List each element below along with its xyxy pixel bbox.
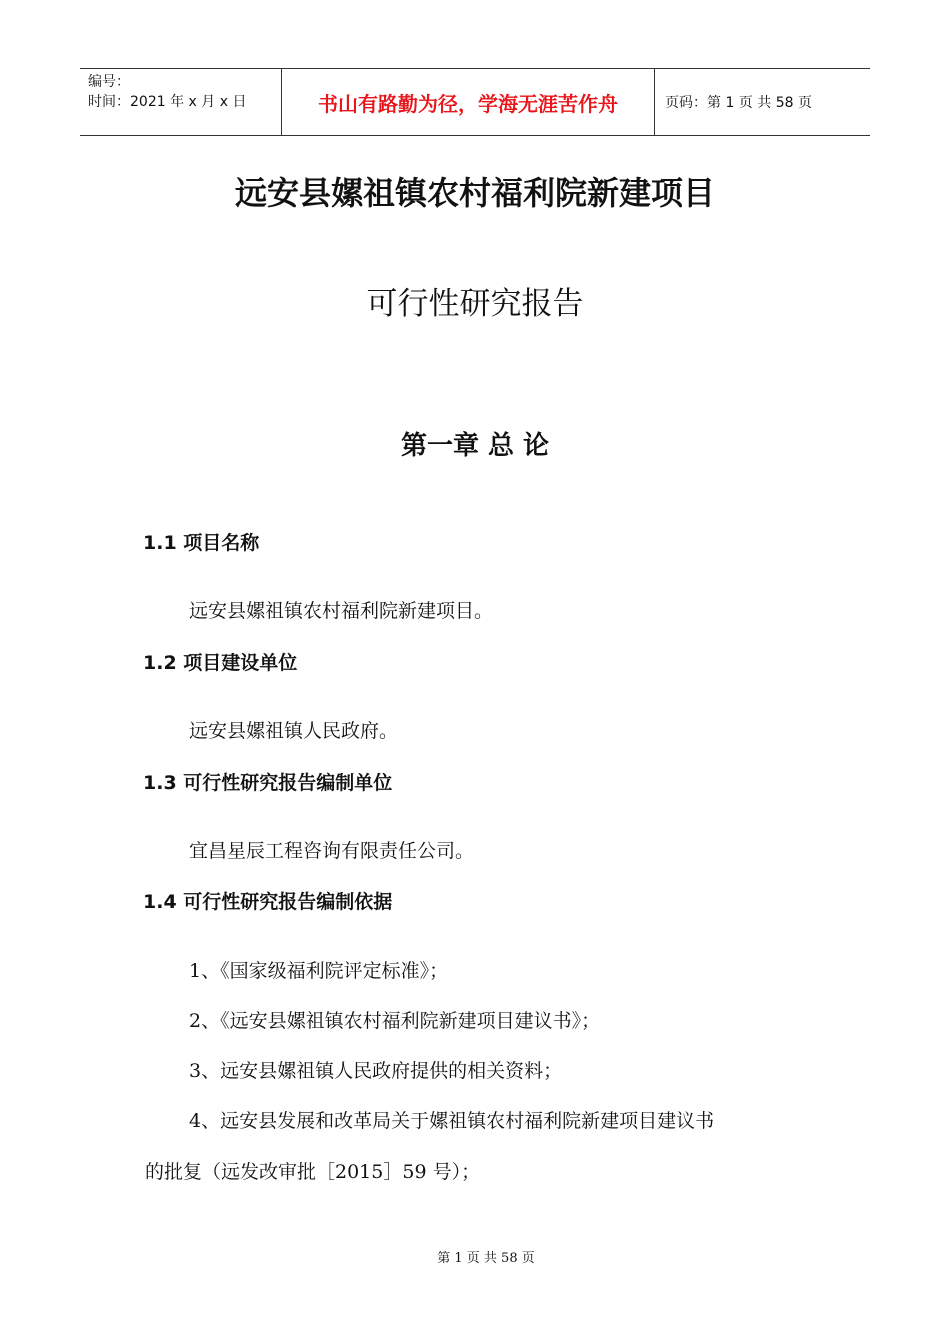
document-date: 时间：2021 年 x 月 x 日 bbox=[88, 94, 247, 110]
document-title: 远安县嫘祖镇农村福利院新建项目 bbox=[234, 174, 715, 212]
section-heading-1-1: 1.1 项目名称 bbox=[143, 532, 260, 554]
section-heading-1-4: 1.4 可行性研究报告编制依据 bbox=[143, 891, 393, 913]
header-motto: 书山有路勤为径，学海无涯苦作舟 bbox=[281, 69, 655, 135]
section-body-1-2: 远安县嫘祖镇人民政府。 bbox=[189, 720, 399, 742]
section-body-1-3: 宜昌星辰工程咨询有限责任公司。 bbox=[189, 840, 475, 862]
page-footer: 第 1 页 共 58 页 bbox=[437, 1251, 535, 1266]
document-header bbox=[80, 68, 870, 136]
document-subtitle: 可行性研究报告 bbox=[366, 286, 584, 322]
basis-item-4-continued: 的批复（远发改审批［2015］59 号）； bbox=[145, 1161, 481, 1183]
header-page-info: 页码：第 1 页 共 58 页 bbox=[665, 95, 812, 111]
chapter-heading: 第一章 总 论 bbox=[400, 431, 550, 461]
document-number-label: 编号： bbox=[88, 74, 130, 90]
basis-item-2: 2、《远安县嫘祖镇农村福利院新建项目建议书》； bbox=[189, 1010, 601, 1032]
basis-item-3: 3、远安县嫘祖镇人民政府提供的相关资料； bbox=[189, 1060, 563, 1082]
section-heading-1-3: 1.3 可行性研究报告编制单位 bbox=[143, 772, 393, 794]
section-heading-1-2: 1.2 项目建设单位 bbox=[143, 652, 298, 674]
section-body-1-1: 远安县嫘祖镇农村福利院新建项目。 bbox=[189, 600, 494, 622]
basis-item-1: 1、《国家级福利院评定标准》； bbox=[189, 960, 449, 982]
basis-item-4: 4、远安县发展和改革局关于嫘祖镇农村福利院新建项目建议书 bbox=[189, 1110, 715, 1132]
header-meta bbox=[80, 69, 281, 135]
